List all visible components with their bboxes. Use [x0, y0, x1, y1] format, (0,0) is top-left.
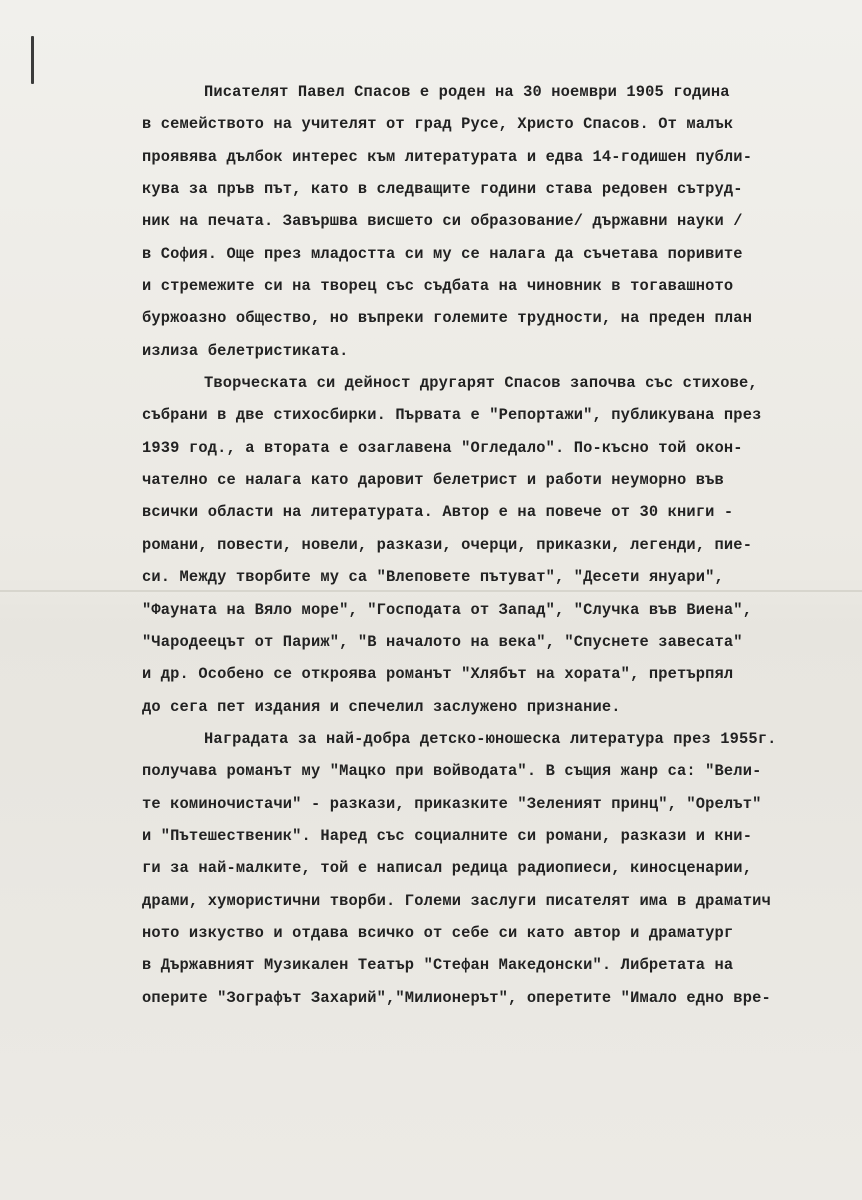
- text-line: "Фауната на Вяло море", "Господата от Запад", "Случка във Виена",: [142, 600, 753, 619]
- text-line: "Чародеецът от Париж", "В началото на века", "Спуснете завесата": [142, 632, 743, 651]
- text-line: ги за най-малките, той е написал редица радиопиеси, киносценарии,: [142, 859, 753, 878]
- text-line: си. Между творбите му са "Влеповете пътуват", "Десети януари",: [142, 568, 724, 587]
- text-line: излиза белетристиката.: [142, 341, 349, 360]
- text-line: в София. Още през младостта си му се налага да съчетава поривите: [142, 244, 743, 263]
- text-line: и стремежите си на творец със съдбата на чиновник в тогавашното: [142, 277, 734, 296]
- text-line: чателно се налага като даровит белетрист и работи неуморно във: [142, 471, 724, 490]
- text-line: те коминочистачи" - разкази, приказките "Зеленият принц", "Орелът": [142, 794, 762, 813]
- margin-pencil-mark: [31, 36, 34, 84]
- text-line: в Държавният Музикален Театър "Стефан Македонски". Либретата на: [142, 956, 734, 975]
- text-line: ното изкуство и отдава всичко от себе си като автор и драматург: [142, 923, 734, 942]
- text-line: получава романът му "Мацко при войводата". В същия жанр са: "Вели-: [142, 762, 762, 781]
- text-line: оперите "Зографът Захарий","Милионерът", оперетите "Имало едно вре-: [142, 988, 771, 1007]
- text-line: буржоазно общество, но въпреки големите трудности, на преден план: [142, 309, 753, 328]
- text-line: ник на печата. Завършва висшето си образование/ държавни науки /: [142, 212, 743, 231]
- text-line: романи, повести, новели, разкази, очерци, приказки, легенди, пие-: [142, 535, 753, 554]
- text-line: 1939 год., а втората е озаглавена "Огледало". По-късно той окон-: [142, 438, 743, 457]
- text-line: Творческата си дейност другарят Спасов започва със стихове,: [204, 374, 758, 393]
- text-line: Наградата за най-добра детско-юношеска литература през 1955г.: [204, 729, 777, 748]
- text-line: до сега пет издания и спечелил заслужено признание.: [142, 697, 621, 716]
- text-line: в семейството на учителят от град Русе, Христо Спасов. От малък: [142, 115, 734, 134]
- text-line: събрани в две стихосбирки. Първата е "Репортажи", публикувана през: [142, 406, 762, 425]
- typed-text-body: [142, 76, 848, 1014]
- text-line: и др. Особено се откроява романът "Хлябът на хората", претърпял: [142, 665, 734, 684]
- text-line: и "Пътешественик". Наред със социалните си романи, разкази и кни-: [142, 826, 753, 845]
- text-line: Писателят Павел Спасов е роден на 30 ноември 1905 година: [204, 83, 730, 101]
- text-line: кува за пръв път, като в следващите години става редовен сътруд-: [142, 180, 743, 199]
- text-line: проявява дълбок интерес към литературата и едва 14-годишен публи-: [142, 147, 753, 166]
- text-line: всички области на литературата. Автор е на повече от 30 книги -: [142, 503, 734, 522]
- text-line: драми, хумористични творби. Големи заслуги писателят има в драматич: [142, 891, 771, 910]
